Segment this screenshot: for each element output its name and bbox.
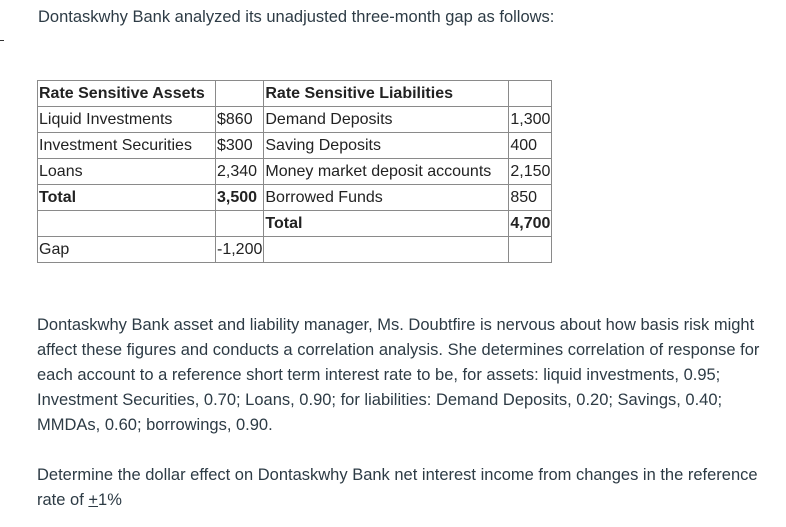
table-row	[38, 211, 552, 237]
liability-value: 2,150	[509, 159, 552, 185]
table-row	[38, 185, 552, 211]
table-row	[38, 133, 552, 159]
correlation-paragraph: Dontaskwhy Bank asset and liability manager, Ms. Doubtfire is nervous about how basis risk might affect these figures and conducts a correlation analysis. She determines correlation of response for each account to a reference short term interest rate to be, for assets: liquid investments, 0.95; Investment Securities, 0.70; Loans, 0.90; for liabilities: Demand Deposits, 0.20; Savings, 0.40; MMDAs, 0.60; borrowings, 0.90.	[37, 316, 760, 434]
gap-table	[37, 80, 552, 263]
liability-total-value: 4,700	[509, 211, 552, 237]
edge-mark	[0, 40, 4, 41]
rate-value: 1%	[98, 491, 122, 509]
asset-value: $300	[216, 133, 264, 159]
liability-name: Demand Deposits	[264, 107, 509, 133]
liability-total-label: Total	[264, 211, 509, 237]
liability-name: Borrowed Funds	[264, 185, 509, 211]
asset-name: Investment Securities	[38, 133, 216, 159]
asset-total-value: 3,500	[216, 185, 264, 211]
question-paragraph	[37, 463, 762, 513]
asset-name: Liquid Investments	[38, 107, 216, 133]
liability-value: 1,300	[509, 107, 552, 133]
liability-name: Saving Deposits	[264, 133, 509, 159]
table-row	[38, 159, 552, 185]
asset-value: 2,340	[216, 159, 264, 185]
asset-name	[38, 211, 216, 237]
gap-value: -1,200	[216, 237, 264, 263]
liability-value: 850	[509, 185, 552, 211]
table-row	[38, 237, 552, 263]
header-assets: Rate Sensitive Assets	[38, 81, 216, 107]
question-text: Determine the dollar effect on Dontaskwhy Bank net interest income from changes in the reference rate of	[37, 466, 758, 509]
asset-value	[216, 211, 264, 237]
asset-name: Loans	[38, 159, 216, 185]
header-empty-cell	[509, 81, 552, 107]
gap-label: Gap	[38, 237, 216, 263]
liability-name	[264, 237, 509, 263]
header-empty-cell	[216, 81, 264, 107]
table-row	[38, 107, 552, 133]
liability-value	[509, 237, 552, 263]
table-header-row	[38, 81, 552, 107]
plus-minus-sign: +	[88, 491, 99, 509]
liability-name: Money market deposit accounts	[264, 159, 509, 185]
header-liabilities: Rate Sensitive Liabilities	[264, 81, 509, 107]
liability-value: 400	[509, 133, 552, 159]
asset-total-label: Total	[38, 185, 216, 211]
intro-text: Dontaskwhy Bank analyzed its unadjusted three-month gap as follows:	[38, 8, 555, 26]
asset-value: $860	[216, 107, 264, 133]
